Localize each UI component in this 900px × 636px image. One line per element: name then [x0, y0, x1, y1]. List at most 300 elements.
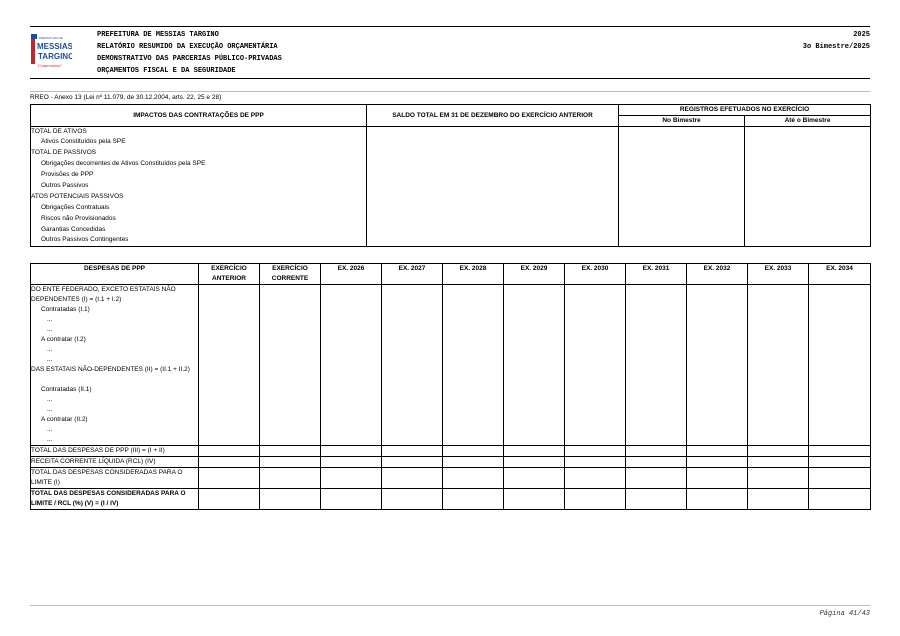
expense-value-cell — [504, 325, 565, 335]
impact-value-cell — [367, 235, 619, 246]
expense-value-cell — [443, 335, 504, 345]
total-value-cell — [565, 457, 626, 468]
expense-value-cell — [809, 335, 871, 345]
expense-value-cell — [748, 415, 809, 425]
impact-row — [31, 235, 871, 246]
expense-row — [31, 325, 871, 335]
expense-value-cell — [199, 365, 260, 385]
expense-value-cell — [565, 305, 626, 315]
expense-value-cell — [260, 415, 321, 425]
impact-value-cell — [745, 137, 871, 148]
impact-value-cell — [367, 170, 619, 181]
impact-value-cell — [619, 127, 745, 138]
impact-row-label: ATOS POTENCIAIS PASSIVOS — [31, 192, 367, 203]
expense-value-cell — [199, 325, 260, 335]
total-value-cell — [382, 446, 443, 457]
total-row — [31, 489, 871, 510]
expense-value-cell — [260, 285, 321, 306]
expense-value-cell — [748, 325, 809, 335]
expense-value-cell — [321, 305, 382, 315]
col-impactos: IMPACTOS DAS CONTRATAÇÕES DE PPP — [31, 105, 367, 127]
top-rule — [30, 26, 870, 27]
expense-value-cell — [443, 365, 504, 385]
expense-value-cell — [199, 305, 260, 315]
total-value-cell — [260, 457, 321, 468]
expense-value-cell — [687, 425, 748, 435]
expense-value-cell — [565, 425, 626, 435]
total-value-cell — [504, 446, 565, 457]
expense-value-cell — [321, 355, 382, 365]
municipality-name: PREFEITURA DE MESSIAS TARGINO — [97, 31, 219, 39]
total-value-cell — [321, 468, 382, 489]
expense-value-cell — [687, 355, 748, 365]
impact-value-cell — [619, 203, 745, 214]
impact-value-cell — [619, 148, 745, 159]
col-registros: REGISTROS EFETUADOS NO EXERCÍCIO — [619, 105, 871, 116]
expense-value-cell — [382, 325, 443, 335]
expense-value-cell — [809, 435, 871, 446]
expense-value-cell — [504, 415, 565, 425]
expense-value-cell — [199, 385, 260, 395]
col-exercise: EX. 2030 — [565, 264, 626, 285]
impact-value-cell — [619, 170, 745, 181]
impact-row — [31, 127, 871, 138]
impact-value-cell — [367, 181, 619, 192]
expense-value-cell — [443, 385, 504, 395]
total-row-label: TOTAL DAS DESPESAS DE PPP (III) = (I + II) — [31, 446, 199, 457]
expense-value-cell — [687, 395, 748, 405]
total-value-cell — [199, 489, 260, 510]
total-value-cell — [443, 468, 504, 489]
expense-row-label: Contratadas (I.1) — [31, 305, 199, 315]
total-value-cell — [687, 457, 748, 468]
expense-value-cell — [687, 305, 748, 315]
expense-value-cell — [565, 435, 626, 446]
col-exercise: EX. 2033 — [748, 264, 809, 285]
expense-row-label: ... — [31, 345, 199, 355]
expense-row-label: A contratar (I.2) — [31, 335, 199, 345]
expense-value-cell — [382, 355, 443, 365]
expense-value-cell — [565, 335, 626, 345]
total-value-cell — [748, 489, 809, 510]
impact-row-label: Outros Passivos Contingentes — [31, 235, 367, 246]
expense-value-cell — [382, 385, 443, 395]
expense-value-cell — [321, 405, 382, 415]
expense-row — [31, 305, 871, 315]
expense-value-cell — [504, 385, 565, 395]
total-value-cell — [382, 468, 443, 489]
header-period — [803, 29, 870, 53]
expense-value-cell — [382, 305, 443, 315]
expense-value-cell — [809, 385, 871, 395]
total-value-cell — [504, 457, 565, 468]
expense-value-cell — [504, 355, 565, 365]
impact-value-cell — [619, 225, 745, 236]
expense-row — [31, 385, 871, 395]
expense-value-cell — [748, 315, 809, 325]
expense-value-cell — [687, 435, 748, 446]
expense-value-cell — [626, 285, 687, 306]
expense-value-cell — [321, 415, 382, 425]
expense-value-cell — [321, 345, 382, 355]
expense-row-label: ... — [31, 425, 199, 435]
report-bimester: 3o Bimestre/2025 — [802, 43, 870, 51]
report-scope: ORÇAMENTOS FISCAL E DA SEGURIDADE — [97, 67, 236, 75]
expense-value-cell — [687, 365, 748, 385]
col-exercise: EX. 2028 — [443, 264, 504, 285]
expense-value-cell — [199, 395, 260, 405]
impact-row-label: Obrigações Contratuais — [31, 203, 367, 214]
expense-value-cell — [443, 395, 504, 405]
col-no-bimestre: No Bimestre — [619, 116, 745, 127]
impact-value-cell — [367, 137, 619, 148]
impact-value-cell — [367, 127, 619, 138]
impact-value-cell — [619, 159, 745, 170]
expense-value-cell — [443, 305, 504, 315]
expense-value-cell — [687, 315, 748, 325]
expense-value-cell — [504, 425, 565, 435]
total-value-cell — [626, 457, 687, 468]
total-value-cell — [382, 457, 443, 468]
impact-value-cell — [745, 203, 871, 214]
expense-row-label: ... — [31, 435, 199, 446]
expense-value-cell — [748, 305, 809, 315]
expense-value-cell — [199, 315, 260, 325]
expense-value-cell — [565, 385, 626, 395]
total-value-cell — [748, 446, 809, 457]
expense-row — [31, 365, 871, 385]
expense-value-cell — [504, 435, 565, 446]
expense-value-cell — [260, 345, 321, 355]
legal-source-note: RREO - Anexo 13 (Lei nº 11.079, de 30.12.2004, arts. 22, 25 e 28) — [30, 94, 222, 101]
header-light-rule — [30, 91, 870, 92]
expense-value-cell — [382, 365, 443, 385]
expense-value-cell — [687, 415, 748, 425]
impact-value-cell — [367, 192, 619, 203]
total-value-cell — [199, 446, 260, 457]
expense-value-cell — [626, 435, 687, 446]
impact-value-cell — [367, 225, 619, 236]
footer-rule — [30, 605, 870, 606]
total-value-cell — [321, 489, 382, 510]
expense-value-cell — [260, 405, 321, 415]
expense-value-cell — [748, 355, 809, 365]
expense-row — [31, 315, 871, 325]
expense-value-cell — [504, 305, 565, 315]
expense-value-cell — [565, 405, 626, 415]
total-value-cell — [565, 446, 626, 457]
expense-row — [31, 355, 871, 365]
expense-value-cell — [443, 435, 504, 446]
impact-value-cell — [745, 148, 871, 159]
expense-value-cell — [626, 385, 687, 395]
expense-value-cell — [565, 365, 626, 385]
impact-row-label: Provisões de PPP — [31, 170, 367, 181]
expense-value-cell — [687, 405, 748, 415]
col-exercise: EXERCÍCIO CORRENTE — [260, 264, 321, 285]
expense-row-label: ... — [31, 405, 199, 415]
total-row-label: TOTAL DAS DESPESAS CONSIDERADAS PARA O LIMITE (I) — [31, 468, 199, 489]
expense-value-cell — [260, 395, 321, 405]
impact-value-cell — [367, 148, 619, 159]
expense-value-cell — [809, 315, 871, 325]
impact-row — [31, 192, 871, 203]
expense-value-cell — [382, 345, 443, 355]
svg-text:Compromisso!: Compromisso! — [38, 63, 62, 68]
expense-value-cell — [443, 425, 504, 435]
total-value-cell — [687, 468, 748, 489]
expense-row-label: A contratar (II.2) — [31, 415, 199, 425]
total-row-label: RECEITA CORRENTE LÍQUIDA (RCL) (IV) — [31, 457, 199, 468]
expense-value-cell — [748, 425, 809, 435]
impact-row — [31, 148, 871, 159]
expense-value-cell — [260, 355, 321, 365]
impact-row-label: Obrigações decorrentes de Ativos Constituídos pela SPE — [31, 159, 367, 170]
header-titles — [97, 29, 282, 77]
svg-text:MESSIAS: MESSIAS — [37, 42, 72, 51]
col-exercise: EXERCÍCIO ANTERIOR — [199, 264, 260, 285]
expense-value-cell — [748, 435, 809, 446]
expense-value-cell — [687, 325, 748, 335]
impact-row — [31, 137, 871, 148]
total-value-cell — [443, 457, 504, 468]
total-row — [31, 457, 871, 468]
expense-value-cell — [443, 325, 504, 335]
total-value-cell — [809, 446, 871, 457]
expense-row-label: ... — [31, 315, 199, 325]
impact-value-cell — [619, 214, 745, 225]
expense-value-cell — [504, 365, 565, 385]
expense-value-cell — [565, 355, 626, 365]
total-value-cell — [443, 489, 504, 510]
expense-value-cell — [809, 415, 871, 425]
total-value-cell — [260, 489, 321, 510]
expense-row — [31, 435, 871, 446]
total-row — [31, 468, 871, 489]
impact-row — [31, 181, 871, 192]
expense-value-cell — [626, 325, 687, 335]
expense-value-cell — [687, 285, 748, 306]
impact-row-label: Outros Passivos — [31, 181, 367, 192]
expense-value-cell — [321, 385, 382, 395]
col-exercise: EX. 2027 — [382, 264, 443, 285]
expense-row-label: Contratadas (II.1) — [31, 385, 199, 395]
expense-value-cell — [321, 335, 382, 345]
impact-value-cell — [745, 225, 871, 236]
expense-value-cell — [260, 385, 321, 395]
expense-value-cell — [443, 315, 504, 325]
expense-row — [31, 345, 871, 355]
expense-value-cell — [748, 385, 809, 395]
expense-value-cell — [809, 325, 871, 335]
impact-value-cell — [745, 235, 871, 246]
total-value-cell — [809, 457, 871, 468]
total-value-cell — [565, 468, 626, 489]
total-value-cell — [626, 446, 687, 457]
expense-value-cell — [199, 415, 260, 425]
expense-value-cell — [626, 395, 687, 405]
expense-row — [31, 395, 871, 405]
header-bottom-rule — [30, 78, 870, 79]
expense-value-cell — [504, 345, 565, 355]
impact-value-cell — [745, 127, 871, 138]
expense-value-cell — [565, 415, 626, 425]
col-ate-bimestre: Até o Bimestre — [745, 116, 871, 127]
expense-value-cell — [626, 365, 687, 385]
total-row-label: TOTAL DAS DESPESAS CONSIDERADAS PARA O LIMITE / RCL (%) (V) = (I / IV) — [31, 489, 199, 510]
expense-value-cell — [809, 395, 871, 405]
expense-row-label: ... — [31, 325, 199, 335]
ppp-impacts-table — [30, 104, 871, 247]
col-despesas: DESPESAS DE PPP — [31, 264, 199, 285]
impact-row-label: Garantias Concedidas — [31, 225, 367, 236]
expense-value-cell — [748, 335, 809, 345]
expense-value-cell — [321, 395, 382, 405]
total-value-cell — [565, 489, 626, 510]
impact-value-cell — [619, 235, 745, 246]
impact-row-label: TOTAL DE PASSIVOS — [31, 148, 367, 159]
impact-value-cell — [745, 170, 871, 181]
impact-value-cell — [367, 159, 619, 170]
impact-value-cell — [619, 137, 745, 148]
expense-value-cell — [626, 355, 687, 365]
total-value-cell — [199, 457, 260, 468]
expense-value-cell — [199, 355, 260, 365]
expense-value-cell — [687, 335, 748, 345]
expense-value-cell — [626, 315, 687, 325]
expense-value-cell — [626, 405, 687, 415]
expense-value-cell — [626, 415, 687, 425]
col-exercise: EX. 2029 — [504, 264, 565, 285]
impact-row — [31, 170, 871, 181]
report-year: 2025 — [853, 31, 870, 39]
expense-value-cell — [260, 335, 321, 345]
expense-value-cell — [260, 305, 321, 315]
expense-row — [31, 285, 871, 306]
total-value-cell — [809, 489, 871, 510]
total-value-cell — [382, 489, 443, 510]
expense-value-cell — [504, 285, 565, 306]
expense-value-cell — [260, 435, 321, 446]
expense-value-cell — [809, 405, 871, 415]
municipality-logo — [30, 32, 72, 74]
impact-row — [31, 203, 871, 214]
total-value-cell — [748, 468, 809, 489]
total-value-cell — [260, 468, 321, 489]
expense-value-cell — [382, 285, 443, 306]
expense-value-cell — [260, 365, 321, 385]
total-value-cell — [504, 489, 565, 510]
expense-value-cell — [199, 405, 260, 415]
col-exercise: EX. 2031 — [626, 264, 687, 285]
col-saldo: SALDO TOTAL EM 31 DE DEZEMBRO DO EXERCÍCIO ANTERIOR — [367, 105, 619, 127]
expense-row — [31, 405, 871, 415]
total-value-cell — [504, 468, 565, 489]
expense-value-cell — [260, 325, 321, 335]
expense-value-cell — [626, 425, 687, 435]
expense-value-cell — [382, 405, 443, 415]
expense-value-cell — [809, 345, 871, 355]
total-value-cell — [687, 446, 748, 457]
expense-value-cell — [748, 405, 809, 415]
report-header — [30, 29, 870, 77]
impact-row-label: Riscos não Provisionados — [31, 214, 367, 225]
impact-row — [31, 225, 871, 236]
total-value-cell — [626, 468, 687, 489]
expense-value-cell — [382, 435, 443, 446]
expense-row-label: ... — [31, 355, 199, 365]
expense-value-cell — [626, 345, 687, 355]
impact-value-cell — [367, 214, 619, 225]
col-exercise: EX. 2032 — [687, 264, 748, 285]
expense-value-cell — [565, 315, 626, 325]
expense-value-cell — [626, 335, 687, 345]
expense-value-cell — [626, 305, 687, 315]
expense-value-cell — [199, 285, 260, 306]
col-exercise: EX. 2026 — [321, 264, 382, 285]
expense-value-cell — [382, 315, 443, 325]
expense-value-cell — [565, 325, 626, 335]
expense-value-cell — [504, 395, 565, 405]
total-value-cell — [199, 468, 260, 489]
col-exercise: EX. 2034 — [809, 264, 871, 285]
expense-value-cell — [565, 285, 626, 306]
total-value-cell — [748, 457, 809, 468]
ppp-expenses-table — [30, 263, 871, 510]
total-value-cell — [809, 468, 871, 489]
expense-value-cell — [504, 335, 565, 345]
total-value-cell — [626, 489, 687, 510]
expense-value-cell — [565, 395, 626, 405]
expense-row-label: DO ENTE FEDERADO, EXCETO ESTATAIS NÃO DEPENDENTES (I) = (I.1 + I.2) — [31, 285, 199, 306]
expense-value-cell — [382, 425, 443, 435]
expense-value-cell — [199, 435, 260, 446]
expense-value-cell — [809, 305, 871, 315]
report-title: RELATÓRIO RESUMIDO DA EXECUÇÃO ORÇAMENTÁRIA — [97, 43, 278, 51]
expense-value-cell — [199, 335, 260, 345]
expense-value-cell — [199, 345, 260, 355]
total-value-cell — [260, 446, 321, 457]
expense-value-cell — [809, 425, 871, 435]
impact-row — [31, 214, 871, 225]
expense-value-cell — [382, 415, 443, 425]
expense-value-cell — [687, 345, 748, 355]
expense-value-cell — [321, 285, 382, 306]
expense-row — [31, 425, 871, 435]
expense-value-cell — [687, 385, 748, 395]
expense-value-cell — [504, 315, 565, 325]
expense-value-cell — [748, 345, 809, 355]
expense-value-cell — [443, 415, 504, 425]
total-value-cell — [687, 489, 748, 510]
expense-value-cell — [321, 365, 382, 385]
expense-value-cell — [321, 425, 382, 435]
impact-row — [31, 159, 871, 170]
impact-value-cell — [619, 181, 745, 192]
expense-value-cell — [443, 355, 504, 365]
expense-row-label: ... — [31, 395, 199, 405]
expense-value-cell — [748, 285, 809, 306]
expense-value-cell — [321, 325, 382, 335]
expense-value-cell — [504, 405, 565, 415]
total-row — [31, 446, 871, 457]
expense-value-cell — [382, 395, 443, 405]
expense-value-cell — [321, 435, 382, 446]
total-value-cell — [321, 446, 382, 457]
expense-value-cell — [809, 285, 871, 306]
expense-value-cell — [748, 365, 809, 385]
expense-value-cell — [443, 285, 504, 306]
